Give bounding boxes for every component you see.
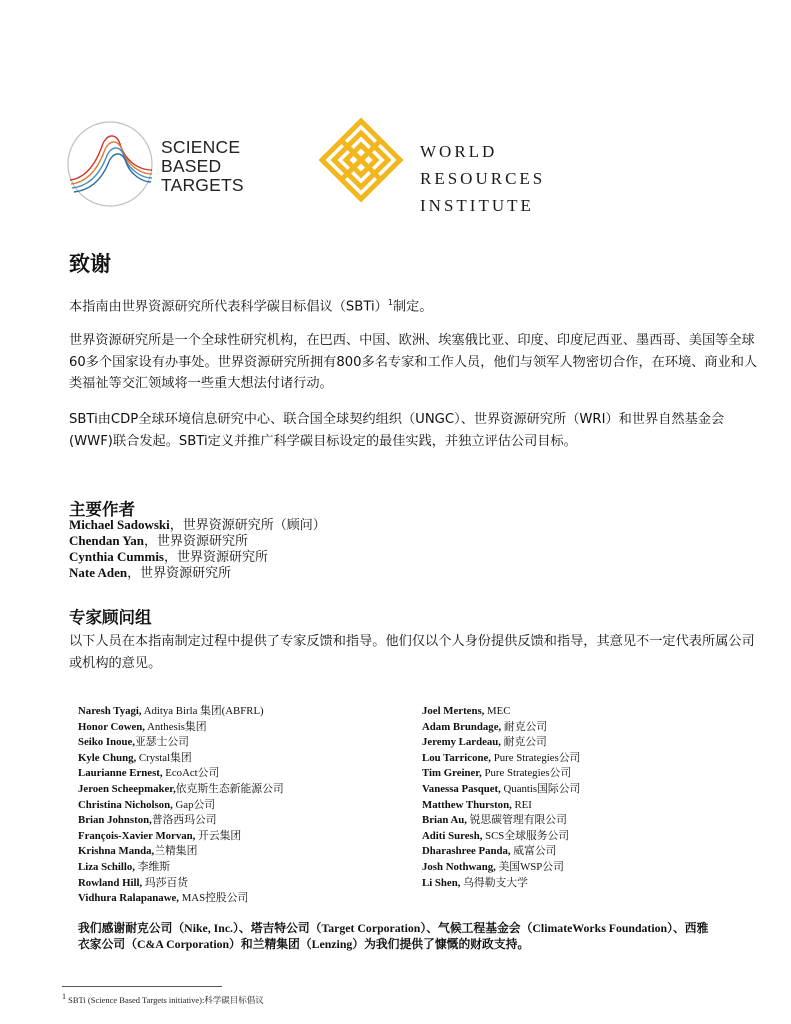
sbti-paragraph: SBTi由CDP全球环境信息研究中心、联合国全球契约组织（UNGC）、世界资源研究所（WRI）和世界自然基金会(WWF)联合发起。SBTi定义并推广科学碳目标设定的最佳实践，并独立评估公司目标。 (69, 412, 725, 449)
expert-org: 开云集团 (195, 829, 242, 842)
author-name: Michael Sadowski (69, 517, 170, 532)
expert-name: Dharashree Panda, (422, 845, 511, 858)
expert-item (78, 798, 284, 814)
expert-org: MEC (484, 705, 511, 717)
panel-intro: 以下人员在本指南制定过程中提供了专家反馈和指导。他们仅以个人身份提供反馈和指导，其意见不一定代表所属公司或机构的意见。 (69, 634, 755, 671)
expert-item (422, 720, 580, 736)
expert-name: Lou Tarricone, (422, 751, 491, 764)
sbt-wordmark (161, 138, 244, 195)
author-name: Nate Aden (69, 565, 128, 580)
expert-org: EcoAct公司 (162, 767, 220, 780)
footnote (62, 992, 264, 1006)
author-item (69, 517, 326, 533)
intro-text: 本指南由世界资源研究所代表科学碳目标倡议（SBTi） (69, 299, 388, 315)
expert-org: Pure Strategies公司 (491, 751, 581, 764)
expert-item (78, 813, 284, 829)
author-item (69, 565, 326, 581)
expert-name: Honor Cowen, (78, 720, 145, 733)
funding-thanks: 我们感谢耐克公司（Nike, Inc.）、塔吉特公司（Target Corporation）、气候工程基金会（ClimateWorks Foundation）、西雅衣家公司（C&A Corporation）和兰精集团（Lenzing）为我们提供了慷慨的财政支持。 (78, 921, 709, 951)
footnote-text: SBTi (Science Based Targets initiative):科学碳目标倡议 (66, 994, 264, 1005)
expert-name: Joel Mertens, (422, 705, 485, 717)
expert-name: Seiko Inoue, (78, 736, 135, 749)
wri-line-2: RESOURCES (420, 169, 546, 188)
author-org: ，世界资源研究所（顾问） (169, 517, 326, 532)
expert-name: Brian Au, (422, 814, 468, 827)
footnote-ref[interactable]: 1 (387, 298, 393, 307)
expert-item (422, 798, 580, 814)
expert-name: Vanessa Pasquet, (422, 782, 501, 795)
expert-org: 乌得勒支大学 (460, 876, 528, 889)
expert-org: MAS控股公司 (179, 892, 249, 905)
expert-org: REI (511, 798, 532, 811)
experts-right-column (422, 704, 580, 891)
expert-item (78, 782, 284, 798)
expert-org: 耐克公司 (500, 736, 547, 749)
expert-panel-heading: 专家顾问组 (69, 608, 152, 627)
expert-name: Jeremy Lardeau, (422, 736, 501, 749)
expert-org: 耐克公司 (501, 720, 548, 733)
expert-item (422, 735, 580, 751)
expert-item (422, 876, 580, 892)
expert-org: 美国WSP公司 (495, 860, 564, 873)
author-item (69, 533, 326, 549)
expert-item (78, 720, 284, 736)
footnote-number: 1 (62, 992, 66, 1001)
intro-paragraph (69, 292, 759, 318)
expert-item (78, 751, 284, 767)
authors-heading: 主要作者 (69, 500, 135, 519)
expert-org: Pure Strategies公司 (481, 767, 572, 780)
expert-name: Jeroen Scheepmaker, (78, 782, 176, 795)
authors-list (69, 517, 326, 581)
expert-org: 兰精集团 (154, 845, 198, 858)
expert-name: Matthew Thurston, (422, 798, 512, 811)
author-item (69, 549, 326, 565)
expert-item (422, 844, 580, 860)
author-org: ，世界资源研究所 (144, 533, 249, 548)
expert-item (78, 860, 284, 876)
expert-org: SCS全球服务公司 (482, 829, 570, 842)
expert-item (78, 704, 284, 720)
author-name: Cynthia Cummis (69, 549, 164, 564)
expert-name: Laurianne Ernest, (78, 767, 163, 780)
expert-name: Christina Nicholson, (78, 798, 173, 811)
expert-name: Adam Brundage, (422, 720, 502, 733)
expert-org: 普洛西玛公司 (151, 814, 217, 827)
expert-name: Tim Greiner, (422, 767, 482, 780)
intro-text-end: 制定。 (392, 299, 433, 315)
expert-item (78, 829, 284, 845)
footnote-divider (62, 986, 222, 987)
sbt-line-1: SCIENCE (161, 137, 241, 157)
expert-org: 依克斯生态新能源公司 (175, 782, 284, 795)
expert-org: 李维斯 (135, 860, 171, 873)
expert-name: Brian Johnston, (78, 814, 152, 827)
author-org: ，世界资源研究所 (164, 549, 269, 564)
expert-item (422, 829, 580, 845)
expert-name: Liza Schillo, (78, 860, 135, 873)
expert-name: Kyle Chung, (78, 751, 137, 764)
expert-item (422, 751, 580, 767)
expert-item (422, 813, 580, 829)
wri-line-3: INSTITUTE (420, 196, 534, 215)
expert-item (78, 735, 284, 751)
expert-org: Crystal集团 (136, 751, 192, 764)
expert-name: Rowland Hill, (78, 876, 143, 889)
expert-org: Anthesis集团 (145, 720, 207, 733)
expert-item (422, 766, 580, 782)
wri-line-1: WORLD (420, 142, 498, 161)
expert-item (78, 844, 284, 860)
expert-org: Quantis国际公司 (500, 782, 581, 795)
expert-org: 威富公司 (510, 845, 557, 858)
expert-org: 亚瑟士公司 (135, 736, 189, 749)
expert-org: 玛莎百货 (142, 876, 189, 889)
expert-name: Josh Nothwang, (422, 860, 496, 873)
expert-name: Krishna Manda, (78, 845, 155, 858)
experts-left-column (78, 704, 284, 907)
expert-item (78, 766, 284, 782)
logo-row (66, 112, 726, 217)
page-title: 致谢 (69, 252, 111, 276)
expert-item (78, 876, 284, 892)
expert-name: Vidhura Ralapanawe, (78, 892, 179, 905)
expert-name: Li Shen, (422, 876, 461, 889)
expert-item (422, 782, 580, 798)
expert-name: Naresh Tyagi, (78, 705, 142, 717)
wri-logo-icon (318, 117, 404, 203)
wri-paragraph: 世界资源研究所是一个全球性研究机构，在巴西、中国、欧洲、埃塞俄比亚、印度、印度尼西亚、墨西哥、美国等全球60多个国家设有办事处。世界资源研究所拥有800多名专家和工作人员，他们与领军人物密切合作，在环境、商业和人类福祉等交汇领域将一些重大想法付诸行动。 (69, 333, 758, 391)
author-name: Chendan Yan (69, 533, 145, 548)
author-org: ，世界资源研究所 (127, 565, 232, 580)
expert-name: Aditi Suresh, (422, 829, 483, 842)
wri-wordmark (420, 138, 545, 219)
expert-item (422, 704, 580, 720)
expert-org: 锐思碳管理有限公司 (467, 814, 567, 827)
expert-name: François-Xavier Morvan, (78, 829, 196, 842)
expert-org: Aditya Birla 集团(ABFRL) (141, 705, 264, 717)
expert-item (422, 860, 580, 876)
sbt-line-3: TARGETS (161, 175, 244, 195)
expert-org: Gap公司 (172, 798, 216, 811)
sbt-line-2: BASED (161, 156, 222, 176)
expert-item (78, 891, 284, 907)
